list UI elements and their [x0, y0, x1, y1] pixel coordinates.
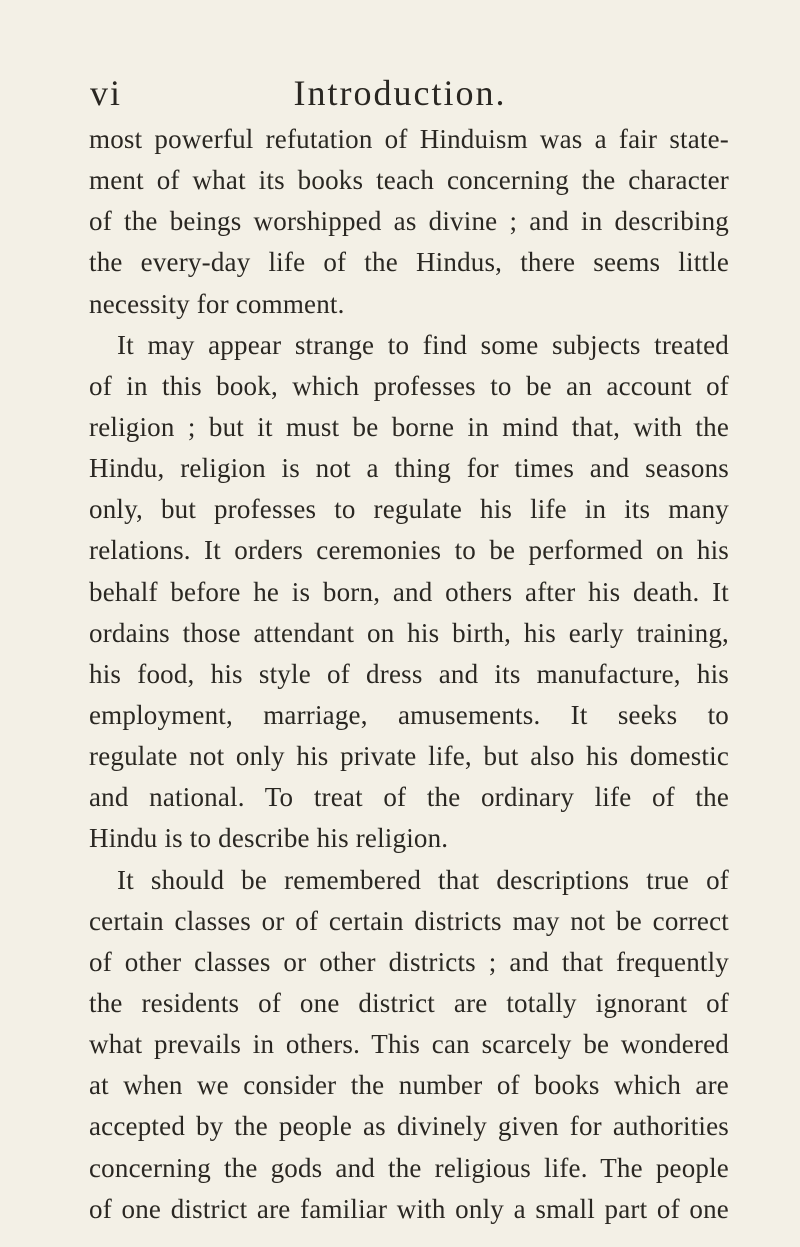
text-line: regulate not only his private life, but also his domestic	[89, 741, 729, 772]
body-text	[89, 119, 729, 1230]
text-line: accepted by the people as divinely given for authorities	[89, 1111, 729, 1142]
running-title: Introduction.	[293, 73, 507, 113]
text-line: at when we consider the number of books which are	[89, 1070, 729, 1101]
text-line: of one district are familiar with only a small part of one	[89, 1193, 729, 1224]
text-line: It should be remembered that descriptions true of	[117, 864, 729, 895]
text-line: religion ; but it must be borne in mind that, with the	[89, 411, 729, 442]
text-line: ment of what its books teach concerning the character	[89, 165, 729, 196]
text-line: of the beings worshipped as divine ; and in describing	[89, 206, 729, 237]
text-line: concerning the gods and the religious life. The people	[89, 1152, 729, 1183]
text-line: ordains those attendant on his birth, his early training,	[89, 617, 729, 648]
text-line: relations. It orders ceremonies to be performed on his	[89, 535, 729, 566]
text-line: only, but professes to regulate his life in its many	[89, 494, 729, 525]
text-line: the residents of one district are totally ignorant of	[89, 987, 729, 1018]
text-line: behalf before he is born, and others after his death. It	[89, 576, 729, 607]
text-line: of in this book, which professes to be an account of	[89, 370, 729, 401]
text-line: Hindu, religion is not a thing for times and seasons	[89, 453, 729, 484]
text-line: his food, his style of dress and its manufacture, his	[89, 658, 729, 689]
page-header	[90, 68, 710, 118]
text-line: employment, marriage, amusements. It seeks to	[89, 699, 729, 730]
page-number: vi	[90, 73, 123, 113]
text-line: what prevails in others. This can scarcely be wondered	[89, 1029, 729, 1060]
text-line: of other classes or other districts ; and that frequently	[89, 946, 729, 977]
text-line: necessity for comment.	[89, 288, 345, 319]
text-line: Hindu is to describe his religion.	[89, 823, 449, 854]
text-line: It may appear strange to find some subjects treated	[117, 329, 729, 360]
text-line: the every-day life of the Hindus, there seems little	[89, 247, 729, 278]
text-line: and national. To treat of the ordinary life of the	[89, 782, 729, 813]
text-line: certain classes or of certain districts may not be correct	[89, 905, 729, 936]
text-line: most powerful refutation of Hinduism was a fair state-	[89, 124, 729, 154]
